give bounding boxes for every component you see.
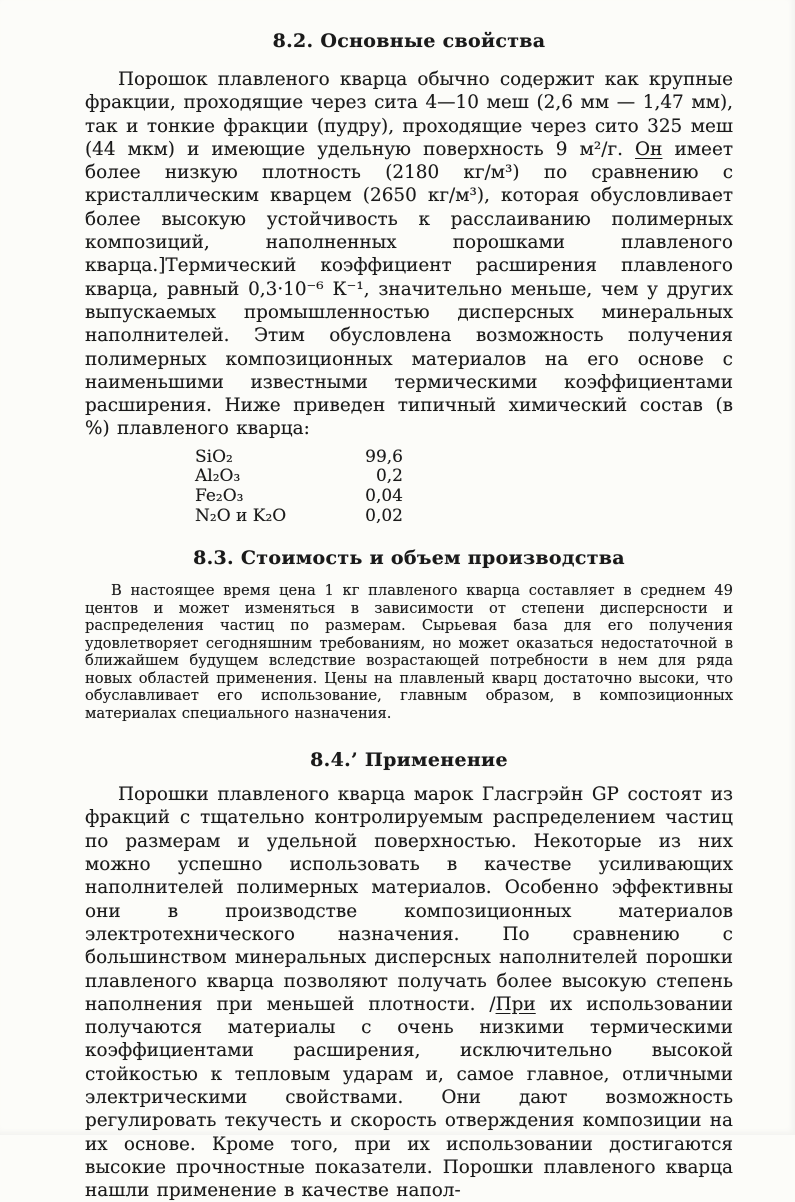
formula-cell: N₂O и K₂O [195, 505, 287, 526]
value-cell: 0,02 [365, 505, 403, 526]
table-row [195, 487, 733, 507]
table-row [195, 448, 733, 468]
section-heading-8-4: 8.4.’ Применение [310, 749, 508, 772]
section-heading-8-2: 8.2. Основные свойства [272, 30, 546, 52]
value-cell: 0,2 [375, 466, 403, 487]
table-row [195, 507, 733, 527]
section-heading-8-3: 8.3. Стоимость и объем производства [193, 547, 625, 570]
paragraph-text: Порошки плавленого кварца марок Гласгрэйн GP состоят из фракций с тщательно контролируемым распределением частиц по размерам и удельной поверхностью. Некоторые из них можно успешно использовать в качестве усиливающих наполнителей полимерных материалов. Особенно эффективны они в производстве композиционных материалов электротехнического назначения. По сравнению с большинством минеральных дисперсных наполнителей порошки плавленого кварца позволяют получать более высокую степень наполнения при меньшей плотности. [85, 784, 733, 1015]
formula-cell: Fe₂O₃ [195, 485, 244, 506]
paragraph-text: Порошок плавленого кварца обычно содержит как крупные фракции, проходящие через сита 4—10 меш (2,6 мм — 1,47 мм), так и тонкие фракции (пудру), проходящие через сито 325 меш (44 мкм) и имеющие удельную поверхность 9 м²/г. [85, 69, 733, 160]
paragraph-text: имеет более низкую плотность (2180 кг/м³) по сравнению с кристаллическим кварцем (2650 кг/м³), которая обусловливает более высокую устойчивость к расслаиванию полимерных композиций, наполненных порошками плавленого кварца.] [85, 138, 733, 277]
value-cell: 0,04 [365, 485, 403, 506]
underlined-word: При [495, 993, 536, 1015]
table-row [195, 467, 733, 487]
underlined-word: Он [635, 138, 663, 160]
formula-cell: Al₂O₃ [195, 466, 241, 487]
section-8-3-paragraph: В настоящее время цена 1 кг плавленого кварца составляет в среднем 49 центов и может изменяться в зависимости от степени дисперсности и распределения частиц по размерам. Сырьевая база для его получения удовлетворяет сегодняшним требованиям, но может оказаться недостаточной в ближайшем будущем вследствие возрастающей потребности в нем для ряда новых областей применения. Цены на плавленый кварц достаточно высоки, что обуславливает его использование, главным образом, в композиционных материалах специального назначения. [85, 582, 733, 722]
paragraph-text: их использовании получаются материалы с очень низкими термическими коэффициентами расширения, исключительно высокой стойкостью к тепловым ударам и, самое главное, отличными электрическими свойствами. Они дают возможность регулировать текучесть и скорость отверждения композиции на их основе. Кроме того, при их использовании достигаются высокие прочностные показатели. Порошки плавленого кварца нашли применение в качестве напол- [85, 993, 733, 1202]
proofreader-mark: / [489, 993, 496, 1015]
composition-table [195, 448, 733, 526]
section-8-2-paragraph [85, 68, 733, 441]
paragraph-text: Термический коэффициент расширения плавленого кварца, равный 0,3·10⁻⁶ К⁻¹, значительно меньше, чем у других выпускаемых промышленностью дисперсных минеральных наполнителей. Этим обусловлена возможность получения полимерных композиционных материалов на его основе с наименьшими известными термическими коэффициентами расширения. Ниже приведен типичный химический состав (в %) плавленого кварца: [85, 255, 733, 440]
formula-cell: SiO₂ [195, 446, 233, 467]
value-cell: 99,6 [365, 446, 403, 467]
section-8-4-paragraph [85, 783, 733, 1202]
